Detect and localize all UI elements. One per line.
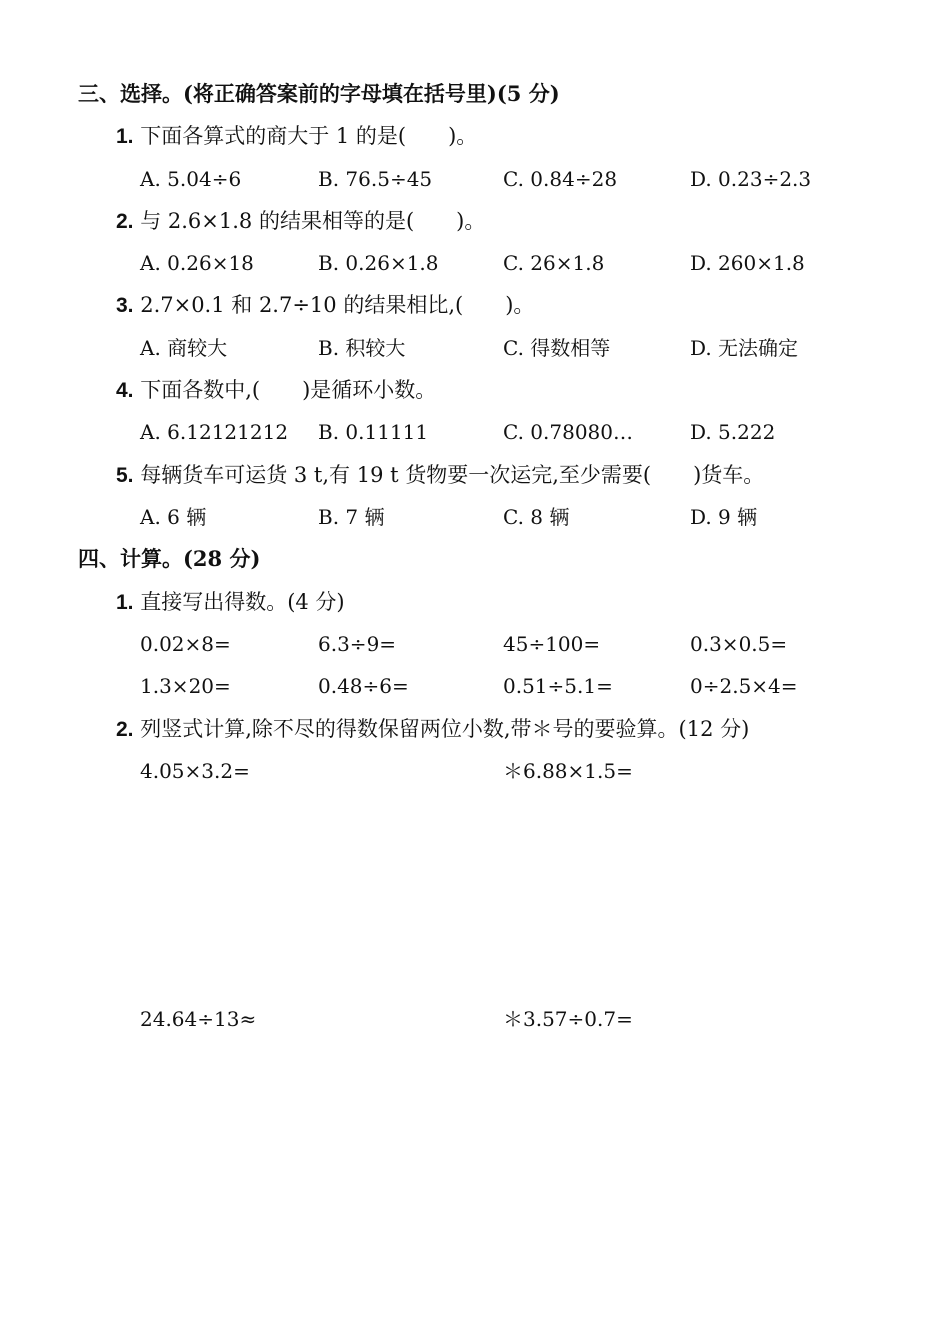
question-text: 下面各算式的商大于 1 的是( )。 xyxy=(140,124,478,148)
option-d: D. 0.23÷2.3 xyxy=(690,167,812,191)
question-4 xyxy=(116,376,436,405)
question-text: 2.7×0.1 和 2.7÷10 的结果相比,( )。 xyxy=(140,293,535,317)
calc-part-1 xyxy=(116,588,345,617)
oral-calc-item: 0.48÷6= xyxy=(318,674,409,698)
question-1 xyxy=(116,122,477,151)
option-b: B. 76.5÷45 xyxy=(318,167,433,191)
option-d: D. 无法确定 xyxy=(690,336,799,360)
question-number: 2. xyxy=(116,718,134,741)
oral-calc-item: 6.3÷9= xyxy=(318,632,397,656)
oral-calc-item: 0.3×0.5= xyxy=(690,632,788,656)
question-number: 3. xyxy=(116,294,134,317)
option-a: A. 6.12121212 xyxy=(140,420,289,444)
section4-title: 四、计算。(28 分) xyxy=(78,546,261,571)
option-d: D. 5.222 xyxy=(690,420,776,444)
option-d: D. 9 辆 xyxy=(690,505,758,529)
option-c: C. 8 辆 xyxy=(503,505,570,529)
question-5 xyxy=(116,461,764,490)
question-number: 4. xyxy=(116,379,134,402)
option-a: A. 5.04÷6 xyxy=(140,167,242,191)
question-3 xyxy=(116,291,534,320)
question-text: 与 2.6×1.8 的结果相等的是( )。 xyxy=(140,209,486,233)
oral-calc-item: 1.3×20= xyxy=(140,674,231,698)
option-c: C. 得数相等 xyxy=(503,336,611,360)
oral-calc-item: 45÷100= xyxy=(503,632,601,656)
question-text: 下面各数中,( )是循环小数。 xyxy=(140,378,437,402)
vertical-calc-item: ＊6.88×1.5= xyxy=(503,759,633,783)
oral-calc-item: 0.02×8= xyxy=(140,632,231,656)
question-text: 列竖式计算,除不尽的得数保留两位小数,带＊号的要验算。(12 分) xyxy=(140,717,750,741)
question-text: 每辆货车可运货 3 t,有 19 t 货物要一次运完,至少需要( )货车。 xyxy=(140,463,765,487)
option-a: A. 商较大 xyxy=(140,336,228,360)
option-a: A. 0.26×18 xyxy=(140,251,254,275)
question-number: 2. xyxy=(116,210,134,233)
option-b: B. 7 辆 xyxy=(318,505,385,529)
calc-part-2 xyxy=(116,715,749,744)
question-text: 直接写出得数。(4 分) xyxy=(140,590,345,614)
oral-calc-item: 0÷2.5×4= xyxy=(690,674,798,698)
option-b: B. 0.11111 xyxy=(318,420,429,444)
option-d: D. 260×1.8 xyxy=(690,251,805,275)
option-c: C. 26×1.8 xyxy=(503,251,605,275)
question-number: 5. xyxy=(116,464,134,487)
option-c: C. 0.78080… xyxy=(503,420,634,444)
option-c: C. 0.84÷28 xyxy=(503,167,618,191)
question-number: 1. xyxy=(116,591,134,614)
section3-title: 三、选择。(将正确答案前的字母填在括号里)(5 分) xyxy=(78,81,560,106)
option-b: B. 0.26×1.8 xyxy=(318,251,439,275)
option-a: A. 6 辆 xyxy=(140,505,207,529)
question-2 xyxy=(116,207,485,236)
question-number: 1. xyxy=(116,125,134,148)
vertical-calc-item: 24.64÷13≈ xyxy=(140,1007,257,1031)
vertical-calc-item: 4.05×3.2= xyxy=(140,759,250,783)
oral-calc-item: 0.51÷5.1= xyxy=(503,674,613,698)
vertical-calc-item: ＊3.57÷0.7= xyxy=(503,1007,633,1031)
option-b: B. 积较大 xyxy=(318,336,406,360)
